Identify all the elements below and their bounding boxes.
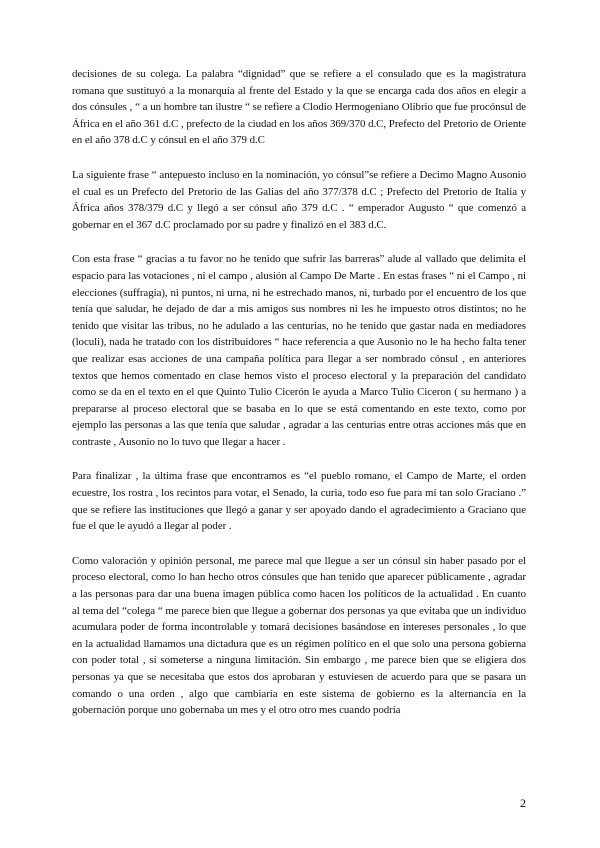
- paragraph-opinion: Como valoración y opinión personal, me parece mal que llegue a ser un cónsul sin haber pasado por el proceso electoral, como lo han hecho otros cónsules que han tenido que aparecer públicamente , agradar a las personas para dar una buena imagen pública como hacen los políticos de la actualidad . En cuanto al tema del “colega “ me parece bien que llegue a gobernar dos personas ya que evitaba que un individuo acumulara poder de forma incontrolable y tomará decisiones basándose en intereses personales , lo que en la actualidad llamamos una dictadura que es un régimen político en el que solo una persona gobierna con poder total , sí someterse a ninguna limitación. Sin embargo , me parece bien que se eligiera dos personas ya que se necesitaba que estos dos aprobaran y estuviesen de acuerdo para que se pasara un comando o una orden , algo que cambiaría en este sistema de gobierno es la alternancia en la gobernación porque uno gobernaba un mes y el otro otro mes cuando podría: [72, 554, 526, 717]
- page-number: 2: [520, 796, 526, 810]
- paragraph-finalizar: Para finalizar , la última frase que encontramos es “el pueblo romano, el Campo de Marte, el orden ecuestre, los rostra , los recintos para votar, el Senado, la curia, todo eso fue para mí tan solo Graciano .” que se refiere las instituciones que llegó a ganar y ser apoyado dando el agradecimiento a Graciano que fue el que le ayudó a llegar al poder .: [72, 470, 526, 533]
- paragraph-ausonio: La siguiente frase “ antepuesto incluso en la nominación, yo cónsul”se refiere a Decimo Magno Ausonio el cual es un Prefecto del Pretorio de las Galias del año 377/378 d.C ; Prefecto del Pretorio de Italia y África años 378/379 d.C y llegó a ser cónsul año 379 d.C . “ emperador Augusto “ que comenzó a gobernar en el 367 d.C proclamado por su padre y finalizó en el 383 d.C.: [72, 168, 526, 231]
- paragraph-barreras: Con esta frase “ gracias a tu favor no he tenido que sufrir las barreras” alude al vallado que delimita el espacio para las votaciones , ni el campo , alusión al Campo De Marte . En estas frases “ ni el Campo , ni elecciones (suffragia), ni puntos, ni urna, ni he estrechado manos, ni, turbado por el encuentro de los que tenía que saludar, he dejado de dar a mis amigos sus nombres ni les he impuesto otros distintos; no he tenido que visitar las tribus, no he adulado a las centurias, no he tenido que gastar nada en mediadores (loculi), nada he tratado con los distribuidores “ hace referencia a que Ausonio no le ha hecho falta tener que realizar esas acciones de una campaña política para llegar a ser nombrado cónsul , en anteriores textos que hemos comentado en clase hemos visto el proceso electoral y la preparación del candidato como se da en el texto en el que Quinto Tulio Cicerón le ayuda a Marco Tulio Ciceron ( su hermano ) a prepararse al proceso electoral que se basaba en lo que se está comentando en este texto, como por ejemplo las personas a las que tenía que saludar , agradar a las centurias entre otras acciones más que en contraste , Ausonio no lo tuvo que llegar a hacer .: [72, 253, 526, 448]
- paragraph-dignidad: decisiones de su colega. La palabra “dignidad” que se refiere a el consulado que es la magistratura romana que sustituyó a la monarquía al frente del Estado y la que se encarga cada dos años en elegir a dos cónsules , “ a un hombre tan ilustre “ se refiere a Clodio Hermogeniano Olibrio que fue procónsul de África en el año 361 d.C , prefecto de la ciudad en los años 369/370 d.C, Prefecto del Pretorio de Oriente en el año 378 d.C y cónsul en el año 379 d.C: [72, 68, 526, 147]
- document-body: [72, 66, 526, 737]
